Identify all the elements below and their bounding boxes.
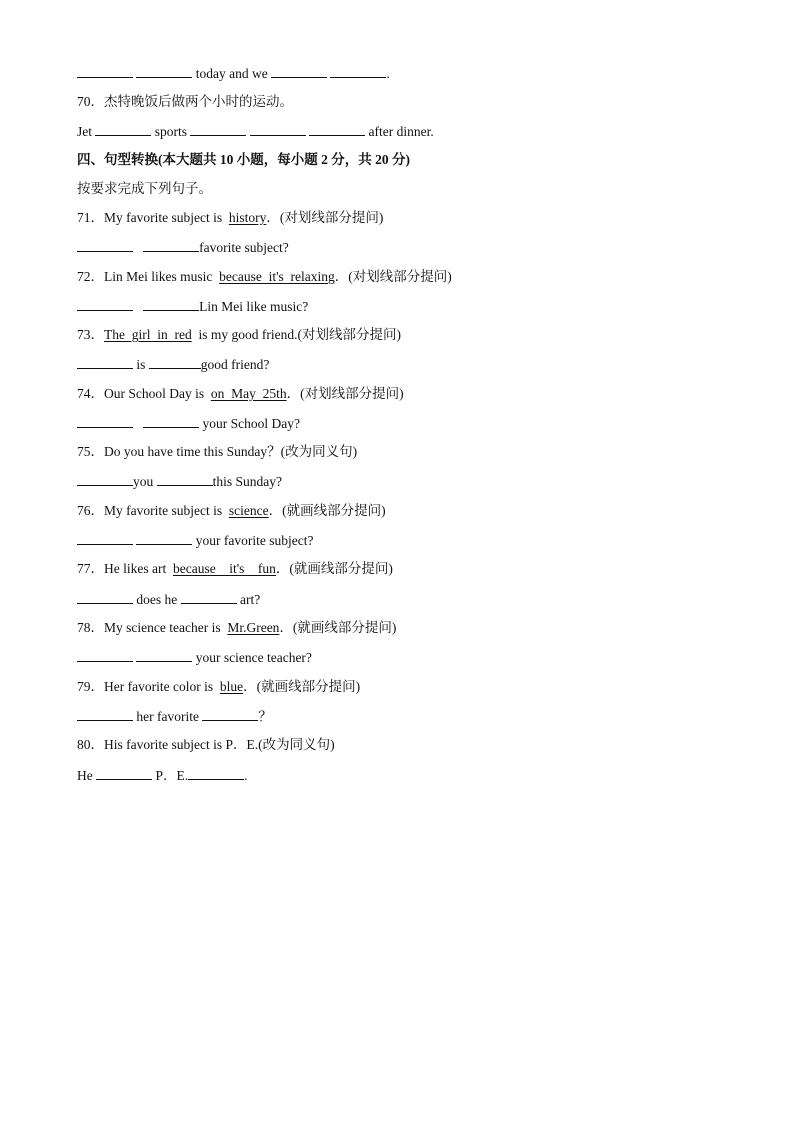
line-text: your School Day? [199, 416, 300, 431]
text-line [77, 385, 404, 403]
answer-blank [77, 590, 133, 604]
text-line [77, 355, 269, 374]
line-text: . [244, 768, 248, 783]
text-line [77, 122, 434, 141]
answer-blank [77, 414, 133, 428]
answer-blank [143, 414, 199, 428]
line-text: sports [151, 124, 191, 139]
answer-blank [136, 531, 192, 545]
line-text: ．(就画线部分提问) [279, 620, 397, 635]
line-text: your science teacher? [192, 650, 312, 665]
line-text: He [77, 768, 97, 783]
answer-blank [190, 122, 246, 136]
answer-blank [271, 64, 327, 78]
text-line [77, 238, 289, 257]
answer-blank [188, 766, 244, 780]
line-text: this Sunday? [212, 474, 282, 489]
text-line [77, 502, 386, 520]
line-text: 73． [77, 327, 104, 342]
text-line [77, 93, 293, 111]
text-line [77, 64, 390, 83]
text-line [77, 678, 360, 696]
text-line [77, 180, 212, 198]
answer-blank [77, 297, 133, 311]
line-text: ．(就画线部分提问) [268, 503, 386, 518]
line-text: does he [133, 592, 181, 607]
line-text: 80．His favorite subject is P．E.(改为同义句) [77, 737, 335, 752]
answer-blank [96, 766, 152, 780]
answer-blank [143, 238, 199, 252]
text-line [77, 560, 393, 578]
answer-blank [95, 122, 151, 136]
underlined-text: Mr.Green [227, 620, 280, 635]
line-text: you [133, 474, 157, 489]
underlined-text: history [228, 210, 267, 225]
text-line [77, 443, 357, 461]
text-line [77, 531, 313, 550]
line-text [133, 240, 143, 255]
line-text: 76．My favorite subject is [77, 503, 229, 518]
line-text: after dinner. [365, 124, 434, 139]
line-text: 77．He likes art [77, 561, 173, 576]
line-text: 四、句型转换(本大题共 10 小题，每小题 2 分，共 20 分) [77, 152, 410, 167]
line-text: . [386, 66, 390, 81]
answer-blank [77, 707, 133, 721]
text-line [77, 619, 396, 637]
text-line [77, 268, 452, 286]
underlined-text: blue [219, 679, 244, 694]
answer-blank [149, 355, 201, 369]
underlined-text: on May 25th [210, 386, 287, 401]
text-line [77, 414, 300, 433]
line-text: Lin Mei like music? [199, 299, 309, 314]
line-text [133, 299, 143, 314]
answer-blank [77, 531, 133, 545]
line-text: ．(对划线部分提问) [286, 386, 404, 401]
text-line [77, 297, 308, 316]
answer-blank [77, 472, 133, 486]
line-text: 79．Her favorite color is [77, 679, 220, 694]
line-text: ？ [258, 709, 272, 724]
answer-blank [157, 472, 213, 486]
line-text [133, 416, 143, 431]
line-text: 75．Do you have time this Sunday？(改为同义句) [77, 444, 358, 459]
underlined-text: The girl in red [104, 327, 192, 342]
answer-blank [77, 64, 133, 78]
line-text: ．(就画线部分提问) [243, 679, 361, 694]
line-text: Jet [77, 124, 96, 139]
text-line [77, 766, 248, 785]
line-text: your favorite subject? [192, 533, 314, 548]
line-text: 71．My favorite subject is [77, 210, 229, 225]
answer-blank [330, 64, 386, 78]
answer-blank [143, 297, 199, 311]
answer-blank [309, 122, 365, 136]
underlined-text: because it's fun [172, 561, 276, 576]
line-text: today and we [192, 66, 272, 81]
line-text: 72．Lin Mei likes music [77, 269, 220, 284]
answer-blank [250, 122, 306, 136]
line-text: P．E. [152, 768, 189, 783]
underlined-text: science [228, 503, 269, 518]
text-line [77, 472, 282, 491]
text-line [77, 590, 260, 609]
line-text: is my good friend.(对划线部分提问) [191, 327, 401, 342]
answer-blank [181, 590, 237, 604]
line-text: 按要求完成下列句子。 [77, 181, 212, 196]
text-line [77, 707, 272, 726]
answer-blank [136, 648, 192, 662]
line-text: art? [236, 592, 261, 607]
text-line [77, 736, 335, 754]
section-heading [77, 151, 410, 169]
underlined-text: because it's relaxing [219, 269, 335, 284]
text-line [77, 209, 383, 227]
answer-blank [77, 355, 133, 369]
text-line [77, 648, 312, 667]
line-text: ．(对划线部分提问) [266, 210, 384, 225]
line-text: ．(对划线部分提问) [334, 269, 452, 284]
line-text: favorite subject? [199, 240, 289, 255]
line-text: good friend? [200, 357, 270, 372]
answer-blank [202, 707, 258, 721]
line-text: is [133, 357, 149, 372]
answer-blank [136, 64, 192, 78]
answer-blank [77, 648, 133, 662]
line-text: 70．杰特晚饭后做两个小时的运动。 [77, 94, 293, 109]
line-text: 74．Our School Day is [77, 386, 211, 401]
answer-blank [77, 238, 133, 252]
line-text: ．(就画线部分提问) [275, 561, 393, 576]
line-text: her favorite [133, 709, 203, 724]
line-text: 78．My science teacher is [77, 620, 228, 635]
text-line [77, 326, 401, 344]
